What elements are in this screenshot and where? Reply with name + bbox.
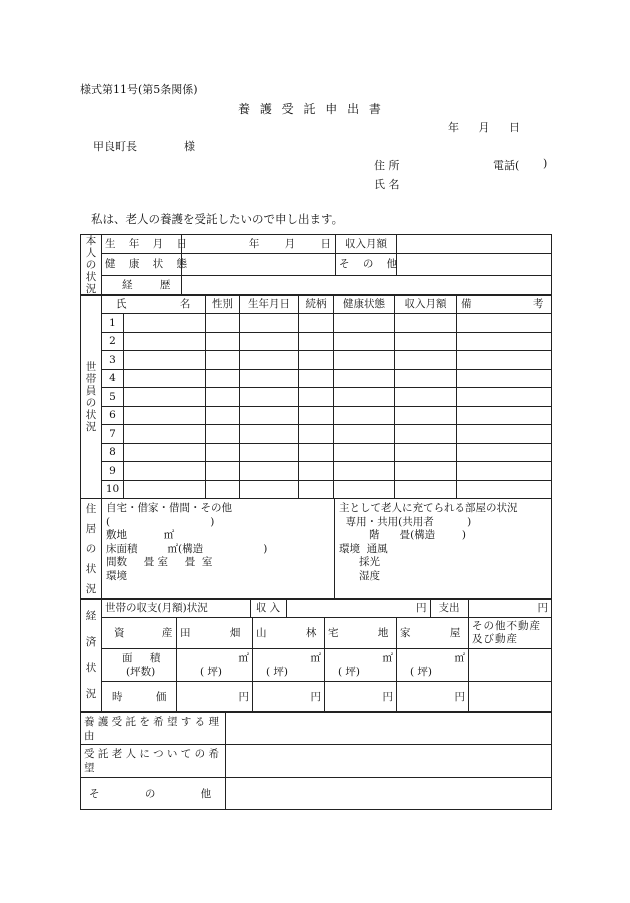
household-header-relation: 続柄 [299,295,334,314]
household-row-number: 9 [102,462,124,481]
area-label-cell [102,649,177,682]
tsubo-label: (坪数) [126,666,156,678]
household-row-number: 8 [102,443,124,462]
household-header-birth: 生年月日 [240,295,299,314]
value-other[interactable] [469,682,552,712]
area-other[interactable] [469,649,552,682]
expense-yen[interactable]: 円 [537,602,548,614]
household-cell[interactable] [457,443,552,462]
household-cell[interactable] [124,332,206,351]
household-cell[interactable] [206,332,240,351]
housing-line: 自宅・借家・借間・その他 [106,502,232,514]
household-cell[interactable] [457,462,552,481]
household-cell[interactable] [334,406,395,425]
sqm-unit: ㎡ [310,652,321,664]
household-cell[interactable] [206,443,240,462]
household-row [81,332,552,351]
household-cell[interactable] [395,462,457,481]
household-cell[interactable] [240,425,299,444]
value-land[interactable]: 円 [325,682,397,712]
household-row-number: 2 [102,332,124,351]
household-row [81,443,552,462]
room-line: 環境 通風 [339,542,388,555]
form-number: 様式第11号(第5条関係) [80,83,198,96]
other-realty-label: その他不動産及び動産 [469,618,552,649]
household-cell[interactable] [457,388,552,407]
other-label: そ の 他 [336,254,397,275]
household-cell[interactable] [395,369,457,388]
value-field[interactable]: 円 [177,682,253,712]
household-row-number: 5 [102,388,124,407]
household-row-number: 7 [102,425,124,444]
area-forest[interactable] [253,649,325,682]
tsubo-unit: ( 坪) [338,666,361,678]
household-header-health: 健康状態 [334,295,395,314]
date-line: 年 月 日 [448,121,520,134]
sqm-unit: ㎡ [238,652,249,664]
address-label: 住 所 [374,159,400,172]
household-section-label: 世帯員の状況 [81,295,102,499]
household-cell[interactable] [124,425,206,444]
household-cell[interactable] [124,314,206,333]
household-row-number: 4 [102,369,124,388]
economy-table [80,598,552,712]
other-remarks-field[interactable] [226,778,552,810]
household-cell[interactable] [124,369,206,388]
household-cell[interactable] [206,351,240,370]
housing-line: 床面積 ㎡(構造 ) [106,542,268,555]
household-table [80,294,552,499]
household-header-remarks: 備 考 [457,295,552,314]
household-cell[interactable] [395,351,457,370]
wish-field[interactable] [226,745,552,778]
history-field[interactable] [182,275,552,295]
tsubo-unit: ( 坪) [266,666,289,678]
household-row [81,480,552,499]
housing-line: 環境 [106,569,127,582]
household-cell[interactable] [240,314,299,333]
housing-table [80,498,552,600]
other-field[interactable] [397,254,552,275]
tsubo-unit: ( 坪) [410,666,433,678]
household-cell[interactable] [299,480,334,499]
wish-label: 受託老人についての希望 [81,745,226,778]
household-cell[interactable] [457,480,552,499]
asset-type-forest: 山 林 [253,618,325,649]
household-row-number: 1 [102,314,124,333]
household-header-income: 収入月額 [395,295,457,314]
household-cell[interactable] [395,443,457,462]
remarks-table [80,712,552,810]
household-cell[interactable] [240,480,299,499]
area-field[interactable] [177,649,253,682]
income-field[interactable] [397,235,552,254]
birth-label: 生 年 月 日 [102,235,182,254]
value-label: 時 価 [102,682,177,712]
asset-type-house: 家 屋 [397,618,469,649]
household-cell[interactable] [206,425,240,444]
declaration: 私は、老人の養護を受託したいので申し出ます。 [91,212,344,226]
household-cell[interactable] [124,480,206,499]
room-line: 階 畳(構造 ) [339,529,466,542]
household-row [81,314,552,333]
household-cell[interactable] [457,314,552,333]
health-label: 健 康 状 態 [102,254,182,275]
household-cell[interactable] [299,388,334,407]
household-cell[interactable] [240,332,299,351]
household-cell[interactable] [240,406,299,425]
household-cell[interactable] [299,332,334,351]
room-line: 専用・共用(共用者 ) [339,515,472,528]
household-row [81,425,552,444]
household-row-number: 3 [102,351,124,370]
household-cell[interactable] [299,462,334,481]
personal-section-label: 本人の状況 [81,235,102,296]
household-cell[interactable] [334,462,395,481]
value-house[interactable]: 円 [397,682,469,712]
housing-line: 敷地 ㎡ [106,529,175,542]
area-house[interactable] [397,649,469,682]
household-cell[interactable] [457,425,552,444]
income-amount-label: 収 入 [250,599,286,617]
household-row [81,406,552,425]
form-title: 養 護 受 託 申 出 書 [238,102,384,116]
balance-row [102,599,552,618]
personal-status-table [80,234,552,296]
sqm-unit: ㎡ [382,652,393,664]
household-cell[interactable] [240,369,299,388]
household-cell[interactable] [206,462,240,481]
household-cell[interactable] [299,443,334,462]
balance-label: 世帯の収支(月額)状況 [102,599,250,617]
household-cell[interactable] [334,425,395,444]
value-forest[interactable]: 円 [253,682,325,712]
addressee-suffix: 様 [184,140,195,153]
household-cell[interactable] [240,351,299,370]
household-cell[interactable] [206,406,240,425]
household-cell[interactable] [240,388,299,407]
income-label: 収入月額 [336,235,397,254]
reason-label: 養護受託を希望する理由 [81,713,226,745]
housing-section-label: 住居の状況 [81,499,102,600]
birth-value: 年 月 日 [182,235,336,254]
household-cell[interactable] [395,425,457,444]
history-label: 経 歴 [102,275,182,295]
household-cell[interactable] [299,369,334,388]
household-row [81,351,552,370]
household-cell[interactable] [299,351,334,370]
sqm-unit: ㎡ [454,652,465,664]
household-cell[interactable] [124,388,206,407]
household-cell[interactable] [124,443,206,462]
household-cell[interactable] [457,406,552,425]
housing-line: ( ) [106,515,215,528]
household-header-name: 氏 名 [102,295,206,314]
phone-label: 電話( [493,159,520,172]
health-field[interactable] [182,254,336,275]
area-label: 面 積 [122,652,161,664]
household-cell[interactable] [206,314,240,333]
household-cell[interactable] [457,351,552,370]
household-cell[interactable] [299,425,334,444]
household-cell[interactable] [334,443,395,462]
room-status [335,499,552,600]
household-cell[interactable] [240,462,299,481]
room-line: 採光 [339,556,381,569]
household-cell[interactable] [457,332,552,351]
household-row [81,462,552,481]
area-land[interactable] [325,649,397,682]
reason-field[interactable] [226,713,552,745]
expense-label: 支出 [430,599,468,617]
household-cell[interactable] [395,388,457,407]
asset-type-land: 宅 地 [325,618,397,649]
economy-section-label: 経済状況 [81,599,102,712]
household-cell[interactable] [395,314,457,333]
phone-close: ) [543,157,548,170]
household-cell[interactable] [395,480,457,499]
tsubo-unit: ( 坪) [200,666,223,678]
room-line: 主として老人に充てられる部屋の状況 [339,502,518,514]
household-cell[interactable] [206,480,240,499]
household-cell[interactable] [299,406,334,425]
room-line: 湿度 [339,569,381,582]
income-yen[interactable]: 円 [286,599,430,617]
household-cell[interactable] [124,462,206,481]
asset-type-field: 田 畑 [177,618,253,649]
household-cell[interactable] [124,406,206,425]
addressee: 甲良町長 [93,140,137,153]
household-cell[interactable] [334,351,395,370]
household-cell[interactable] [334,314,395,333]
name-label: 氏 名 [374,178,400,191]
household-cell[interactable] [206,369,240,388]
other-remarks-label: そ の 他 [81,778,226,810]
housing-line: 間数 畳 室 畳 室 [106,556,213,569]
housing-main [102,499,335,600]
household-cell[interactable] [206,388,240,407]
household-cell[interactable] [124,351,206,370]
household-cell[interactable] [334,332,395,351]
household-cell[interactable] [395,406,457,425]
household-cell[interactable] [334,480,395,499]
household-row [81,388,552,407]
asset-label: 資 産 [102,618,177,649]
household-cell[interactable] [395,332,457,351]
household-cell[interactable] [299,314,334,333]
household-header-sex: 性別 [206,295,240,314]
household-row-number: 6 [102,406,124,425]
household-row-number: 10 [102,480,124,499]
household-cell[interactable] [457,369,552,388]
household-row [81,369,552,388]
household-cell[interactable] [334,388,395,407]
household-cell[interactable] [240,443,299,462]
household-cell[interactable] [334,369,395,388]
